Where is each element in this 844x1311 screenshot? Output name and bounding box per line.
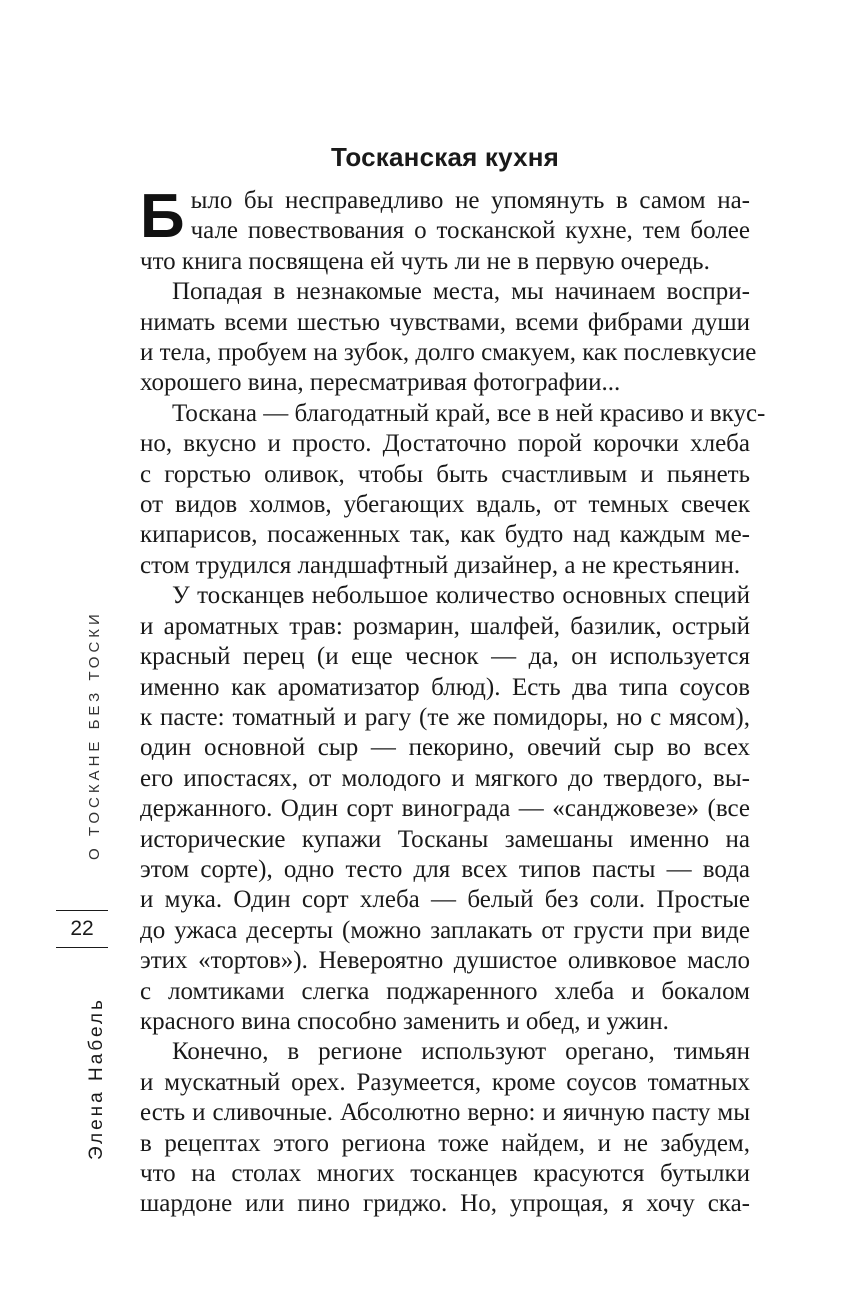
text-line: кипарисов, посаженных так, как будто над каждым ме- [140,521,750,549]
side-rail [0,0,120,1311]
text-line: Тоскана — благодатный край, все в ней красиво и вкус- [172,399,766,427]
running-head: О ТОСКАНЕ БЕЗ ТОСКИ [86,610,103,860]
text-line: Конечно, в регионе используют орегано, тимьян [172,1038,750,1066]
text-line: есть и сливочные. Абсолютно верно: и яичную пасту мы [140,1099,750,1127]
text-line: этих «тортов»). Невероятно душистое оливковое масло [140,947,750,975]
text-line: красного вина способно заменить и обед, и ужин. [140,1007,669,1035]
text-line: в рецептах этого региона тоже найдем, и не забудем, [140,1129,750,1157]
text-line: и тела, пробуем на зубок, долго смакуем, как послевкусие [140,339,757,367]
text-line: исторические купажи Тосканы замешаны именно на [140,825,750,853]
text-line: и мускатный орех. Разумеется, кроме соусов томатных [140,1068,750,1096]
text-line: стом трудился ландшафтный дизайнер, а не крестьянин. [140,551,741,579]
chapter-body [140,182,766,1220]
text-line: его ипостасях, от молодого и мягкого до твердого, вы- [140,764,750,792]
text-line: что на столах многих тосканцев красуются бутылки [140,1160,750,1187]
text-line: красный перец (и еще чеснок — да, он используется [140,643,750,671]
text-line: и ароматных трав: розмарин, шалфей, базилик, острый [140,612,750,640]
text-line: нимать всеми шестью чувствами, всеми фибрами души [140,308,750,336]
paragraph [140,182,750,277]
paragraph [140,581,750,1037]
text-line: этом сорте), одно тесто для всех типов пасты — вода [140,855,750,883]
text-line: шардоне или пино гриджо. Но, упрощая, я хочу ска- [140,1190,750,1218]
text-line: один основной сыр — пекорино, овечий сыр во всех [140,734,750,762]
paragraph [140,399,766,581]
text-line: У тосканцев небольшое количество основных специй [172,582,750,610]
drop-cap: Б [140,182,185,251]
chapter-title: Тосканская кухня [330,142,560,172]
text-line: с горстью оливок, чтобы быть счастливым и пьянеть [140,460,750,488]
text-line: именно как ароматизатор блюд). Есть два типа соусов [140,673,750,701]
text-line: что книга посвящена ей чуть ли не в первую очередь. [140,247,710,275]
text-line: но, вкусно и просто. Достаточно порой корочки хлеба [140,430,750,458]
text-line: от видов холмов, убегающих вдаль, от темных свечек [140,491,750,519]
page-number-rule-top [56,910,108,911]
text-line: держанного. Один сорт винограда — «санджовезе» (все [140,795,750,823]
text-line: к пасте: томатный и рагу (те же помидоры, но с мясом), [140,703,750,731]
text-line: с ломтиками слегка поджаренного хлеба и бокалом [140,977,750,1005]
text-line: Попадая в незнакомые места, мы начинаем воспри- [172,278,750,306]
text-line: ыло бы несправедливо не упомянуть в самом на- [190,187,750,214]
text-line: и мука. Один сорт хлеба — белый без соли. Простые [140,886,750,914]
page-number-rule-bottom [56,947,108,948]
paragraph [140,1037,750,1219]
author-name: Элена Набель [86,997,107,1160]
text-line: хорошего вина, пересматривая фотографии... [140,369,621,397]
text-line: чале повествования о тосканской кухне, тем более [190,217,750,245]
text-line: до ужаса десерты (можно заплакать от грусти при виде [140,916,750,944]
page-number: 22 [70,917,94,940]
paragraph [140,277,757,399]
